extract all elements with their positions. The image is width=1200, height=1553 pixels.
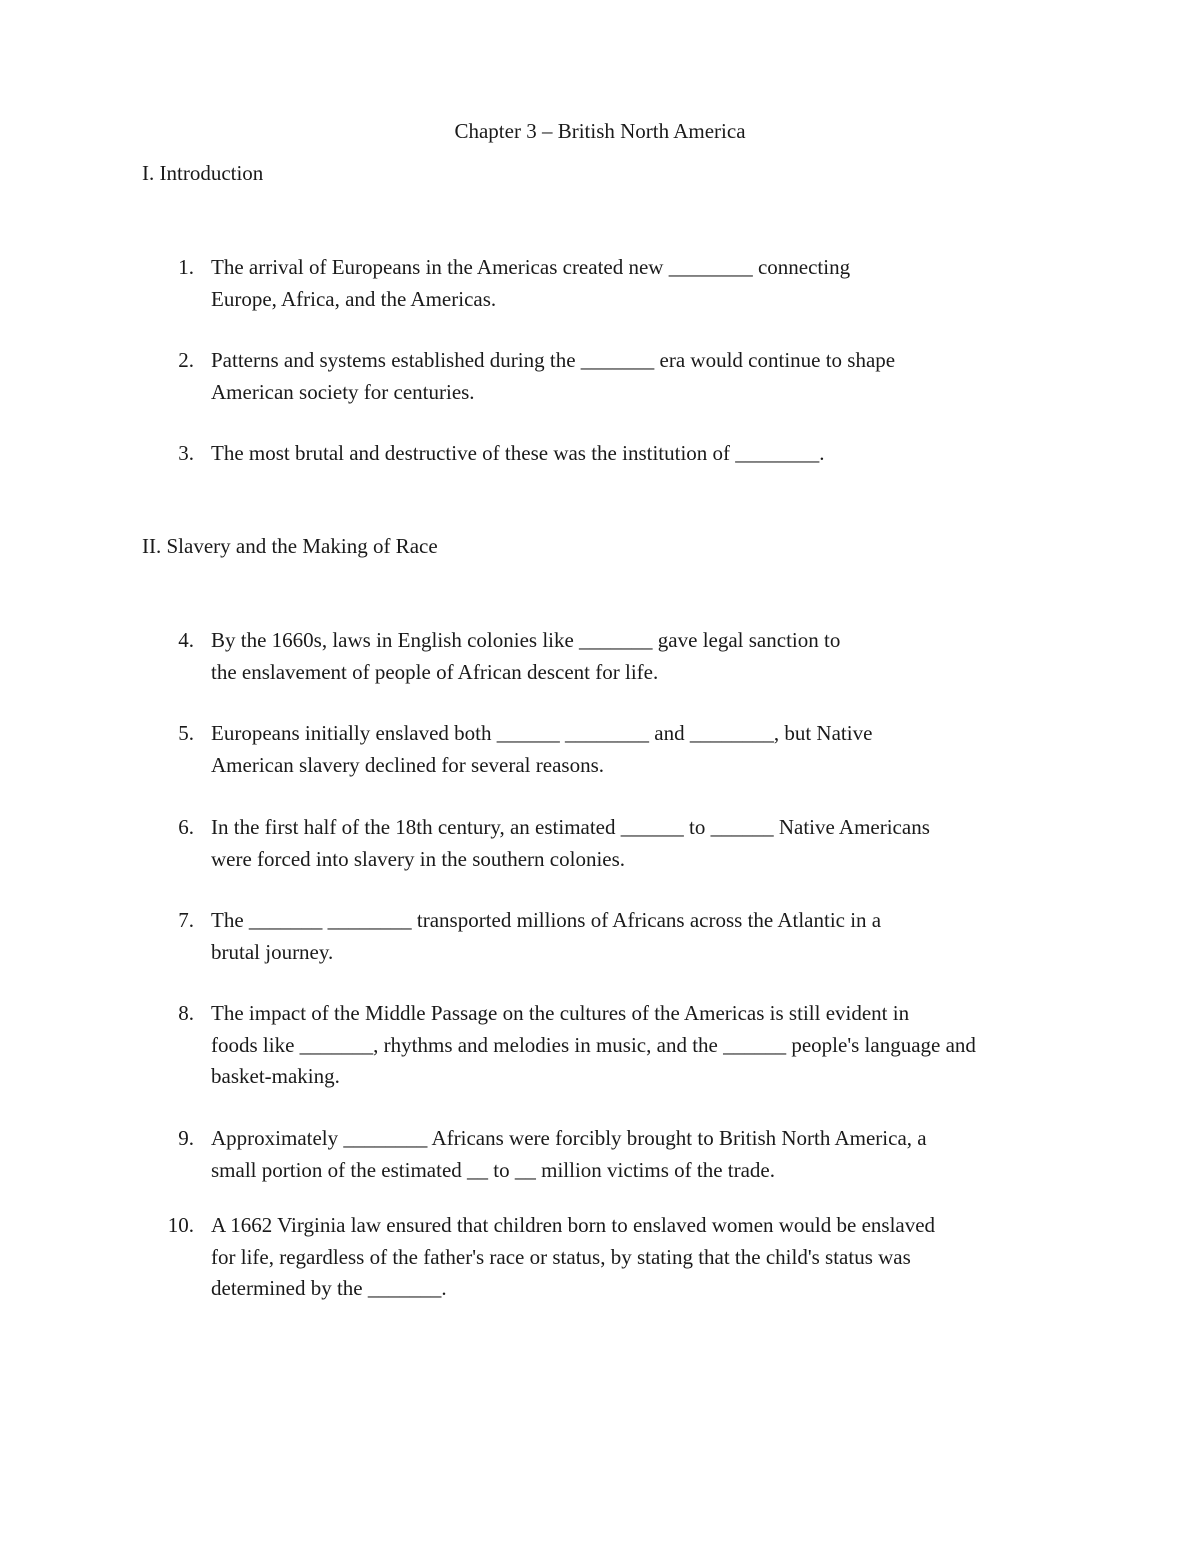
question-text	[211, 718, 1071, 781]
question-line: American society for centuries.	[211, 379, 475, 404]
question-text	[211, 1210, 1071, 1305]
question-line: small portion of the estimated __ to __ million victims of the trade.	[211, 1157, 775, 1182]
question-line: The arrival of Europeans in the Americas created new ________ connecting	[211, 255, 851, 279]
page-title: Chapter 3 – British North America	[454, 119, 746, 143]
question-line: were forced into slavery in the southern colonies.	[211, 846, 626, 871]
question-text	[211, 345, 1071, 408]
question-number: 1.	[178, 255, 194, 279]
question-number: 8.	[178, 1001, 194, 1025]
question-line: Approximately ________ Africans were forcibly brought to British North America, a	[211, 1126, 927, 1150]
question-line: The impact of the Middle Passage on the cultures of the Americas is still evident in	[211, 1001, 910, 1025]
question-line: for life, regardless of the father's race or status, by stating that the child's status was	[211, 1244, 911, 1269]
question-text	[211, 625, 1071, 688]
question-line: American slavery declined for several reasons.	[211, 752, 604, 777]
question-text	[211, 998, 1071, 1093]
question-number: 3.	[178, 441, 194, 465]
question-line: basket-making.	[211, 1064, 340, 1088]
question-line: foods like _______, rhythms and melodies in music, and the ______ people's language and	[211, 1032, 976, 1057]
question-line: In the first half of the 18th century, an estimated ______ to ______ Native Americans	[211, 815, 930, 839]
question-line: Europe, Africa, and the Americas.	[211, 286, 497, 311]
question-line: determined by the _______.	[211, 1276, 447, 1300]
question-line: Patterns and systems established during the _______ era would continue to shape	[211, 348, 896, 372]
question-line: By the 1660s, laws in English colonies like _______ gave legal sanction to	[211, 628, 841, 652]
question-line: the enslavement of people of African descent for life.	[211, 659, 659, 684]
question-line: The _______ ________ transported millions of Africans across the Atlantic in a	[211, 908, 882, 932]
question-text	[211, 812, 1071, 875]
question-number: 6.	[178, 815, 194, 839]
question-number: 7.	[178, 908, 194, 932]
question-text	[211, 905, 1071, 968]
question-number: 4.	[178, 628, 194, 652]
question-number: 5.	[178, 721, 194, 745]
question-line: brutal journey.	[211, 939, 334, 964]
question-number: 10.	[167, 1213, 194, 1237]
section-heading-introduction: I. Introduction	[142, 161, 264, 185]
question-text	[211, 1123, 1071, 1186]
question-line: A 1662 Virginia law ensured that children born to enslaved women would be enslaved	[211, 1213, 936, 1237]
question-number: 9.	[178, 1126, 194, 1150]
question-text	[211, 252, 1071, 315]
section-heading-slavery: II. Slavery and the Making of Race	[142, 534, 438, 558]
question-number: 2.	[178, 348, 194, 372]
question-text	[211, 438, 1071, 470]
question-line: The most brutal and destructive of these was the institution of ________.	[211, 441, 825, 465]
question-line: Europeans initially enslaved both ______ ________ and ________, but Native	[211, 721, 873, 745]
